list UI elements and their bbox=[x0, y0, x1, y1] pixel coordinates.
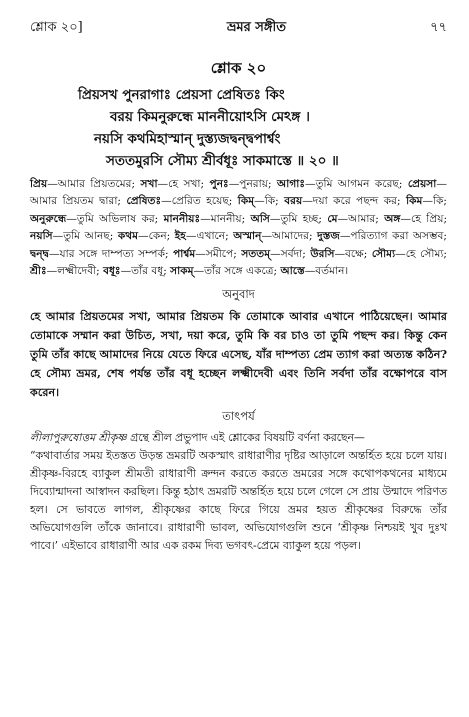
running-header bbox=[30, 18, 447, 39]
purport-intro: গ্রন্থে শ্রীল প্রভুপাদ এই শ্লোকের বিষয়টি বর্ণনা করছেন— bbox=[126, 431, 365, 445]
synonym-meaning: —কি; bbox=[254, 195, 285, 208]
verse-line: প্রিয়সখ পুনরাগাঃ প্রেয়সা প্রেষিতঃ কিং bbox=[78, 87, 285, 103]
synonym-word: বধূঃ bbox=[103, 265, 121, 278]
synonym-meaning: —তুমি হচ্ছ; bbox=[269, 212, 328, 225]
page-number: ৭৭ bbox=[430, 20, 447, 35]
synonym-meaning: —তাঁর বধূ; bbox=[120, 265, 171, 278]
synonym-meaning: —সর্বদা; bbox=[270, 247, 311, 260]
synonym-meaning: —আমাদের; bbox=[261, 230, 318, 243]
synonym-meaning: —পরিত্যাগ করা অসম্ভব; bbox=[339, 230, 447, 243]
purport-source-title: লীলাপুরুষোত্তম শ্রীকৃষ্ণ bbox=[30, 431, 127, 445]
synonym-word: সাকম্ bbox=[170, 265, 194, 278]
synonym-word: মে bbox=[327, 212, 338, 225]
synonym-word: আগাঃ bbox=[276, 178, 306, 190]
synonym-meaning: —পুনরায়; bbox=[228, 178, 277, 190]
synonym-word: কিম্ bbox=[237, 195, 255, 208]
purport-body: “কথাবার্তার সময় ইতস্তত উড়ন্ত ভ্রমরটি অকস্মাৎ রাধারাণীর দৃষ্টির আড়ালে অন্তর্হিত হয়ে চলে যায়। শ্রীকৃষ্ণ-বিরহে ব্যাকুল শ্রীমতী রাধারাণী ক্রন্দন করতে করতে ভ্রমরের সঙ্গে কথোপকথনের মাধ্যমে দিব্যোন্মাদনা আস্বাদন করছিল। কিন্তু হঠাৎ ভ্রমরটি অন্তর্হিত হয়ে চলে গেলে সে প্রায় উন্মাদে পরিণত হল। সে ভাবতে লাগল, শ্রীকৃষ্ণের কাছে ফিরে গিয়ে ভ্রমর হয়ত শ্রীকৃষ্ণের বিরুদ্ধে তাঁর অভিযোগগুলি তাঁকে জানাবে। রাধারাণী ভাবল, অভিযোগগুলি শুনে ‘শ্রীকৃষ্ণ নিশ্চয়ই খুব দুঃখ পাবে।’ এইভাবে রাধারাণী আর এক রকম দিব্য ভগবৎ-প্রেমে ব্যাকুল হয়ে পড়ল। bbox=[30, 449, 447, 553]
synonym-word: সততম্ bbox=[241, 247, 271, 260]
synonym-meaning: —হে প্রিয়; bbox=[400, 212, 448, 225]
synonym-word: কিম bbox=[406, 195, 423, 208]
purport-title: তাৎপর্য bbox=[222, 409, 255, 424]
translation-text: হে আমার প্রিয়তমের সখা, আমার প্রিয়তম কি তোমাকে আবার এখানে পাঠিয়েছেন। আমার তোমাকে সম্মান করা উচিত, সখা, দয়া করে, তুমি কি বর চাও তা তুমি পছন্দ কর। কিন্তু কেন তুমি তাঁর কাছে আমাদের নিয়ে যেতে ফিরে এসেছ, যাঁর দাম্পত্য প্রেম ত্যাগ করা অত্যন্ত কঠিন? হে সৌম্য ভ্রমর, শেষ পর্যন্ত তাঁর বধূ হচ্ছেন লক্ষ্মীদেবী এবং তিনি সর্বদা তাঁর বক্ষোপরে বাস করেন। bbox=[30, 309, 447, 400]
synonym-word: পুনঃ bbox=[209, 178, 229, 190]
synonym-meaning: —যার সঙ্গে দাম্পত্য সম্পর্ক; bbox=[48, 247, 174, 260]
synonym-word: ইহ bbox=[174, 230, 186, 243]
synonym-meaning: —তুমি আগমন করেছ; bbox=[305, 178, 408, 190]
verse-line: সততমুরসি সৌম্য শ্রীর্বধূঃ সাকমাস্তে ॥ ২০ ॥ bbox=[106, 153, 339, 169]
synonym-word: অসি bbox=[250, 212, 270, 225]
synonym-meaning: —লক্ষ্মীদেবী; bbox=[46, 265, 104, 278]
synonym-word: দ্বন্দ্ব bbox=[30, 247, 49, 260]
synonym-meaning: —আমার প্রিয়তম দ্বারা; bbox=[30, 178, 447, 208]
translation-title: অনুবাদ bbox=[222, 287, 255, 302]
synonym-word: পার্শ্বম bbox=[173, 247, 196, 260]
verse-heading: শ্লোক ২০ bbox=[210, 59, 267, 77]
header-verse-ref: শ্লোক ২০] bbox=[30, 20, 83, 35]
synonym-word: প্রিয় bbox=[30, 178, 48, 190]
synonym-meaning: —তুমি আনছ; bbox=[52, 230, 118, 243]
synonym-meaning: —হে সখা; bbox=[157, 178, 210, 190]
word-meanings bbox=[30, 176, 447, 280]
synonym-meaning: —বর্তমান। bbox=[304, 265, 349, 278]
synonym-word: প্রেষিতঃ bbox=[126, 195, 162, 208]
synonym-word: মাননীয়ঃ bbox=[163, 212, 201, 225]
synonym-meaning: —সমীপে; bbox=[195, 247, 242, 260]
synonym-meaning: —কি; bbox=[422, 195, 447, 208]
synonym-meaning: —আমার; bbox=[337, 212, 385, 225]
synonym-word: দুস্তজ bbox=[317, 230, 340, 243]
header-chapter-title: ভ্রমর সঙ্গীত bbox=[226, 20, 286, 35]
synonym-meaning: —তাঁর সঙ্গে একত্রে; bbox=[193, 265, 281, 278]
synonym-meaning: —দয়া করে পছন্দ কর; bbox=[302, 195, 407, 208]
synonym-word: সখা bbox=[140, 178, 158, 190]
synonym-meaning: —কেন; bbox=[138, 230, 175, 243]
synonym-meaning: —প্রেরিত হয়েছ; bbox=[161, 195, 238, 208]
synonym-meaning: —তুমি অভিলাষ কর; bbox=[66, 212, 164, 225]
synonym-word: বরয় bbox=[284, 195, 303, 208]
synonym-meaning: —হে সৌম্য; bbox=[395, 247, 447, 260]
synonym-word: আস্তে bbox=[280, 265, 305, 278]
synonym-word: নয়সি bbox=[30, 230, 53, 243]
purport-text bbox=[30, 429, 447, 555]
purport-paragraph bbox=[30, 429, 447, 447]
synonym-word: কথম bbox=[117, 230, 139, 243]
verse-line: বরয় কিমনুরুন্ধে মাননীয়োঽসি মেঽঙ্গ । bbox=[110, 109, 310, 125]
synonym-word: প্রেয়সা bbox=[407, 178, 437, 190]
synonym-word: সৌম্য bbox=[371, 247, 396, 260]
synonym-word: শ্রীঃ bbox=[30, 265, 47, 278]
synonym-meaning: —আমার প্রিয়তমের; bbox=[47, 178, 141, 190]
synonym-word: অঙ্গ bbox=[384, 212, 401, 225]
verse-text bbox=[30, 84, 447, 172]
synonym-meaning: —মাননীয়; bbox=[200, 212, 251, 225]
synonym-meaning: —এখানে; bbox=[185, 230, 234, 243]
synonym-meaning: —বক্ষে; bbox=[334, 247, 372, 260]
synonym-word: অস্মান্ bbox=[233, 230, 262, 243]
synonym-word: অনুরুন্ধে bbox=[30, 212, 67, 225]
synonym-word: উরসি bbox=[310, 247, 335, 260]
verse-line: নয়সি কথমিহাস্মান্ দুস্ত্যজদ্বন্দ্বপার্শ্বং bbox=[94, 131, 281, 147]
